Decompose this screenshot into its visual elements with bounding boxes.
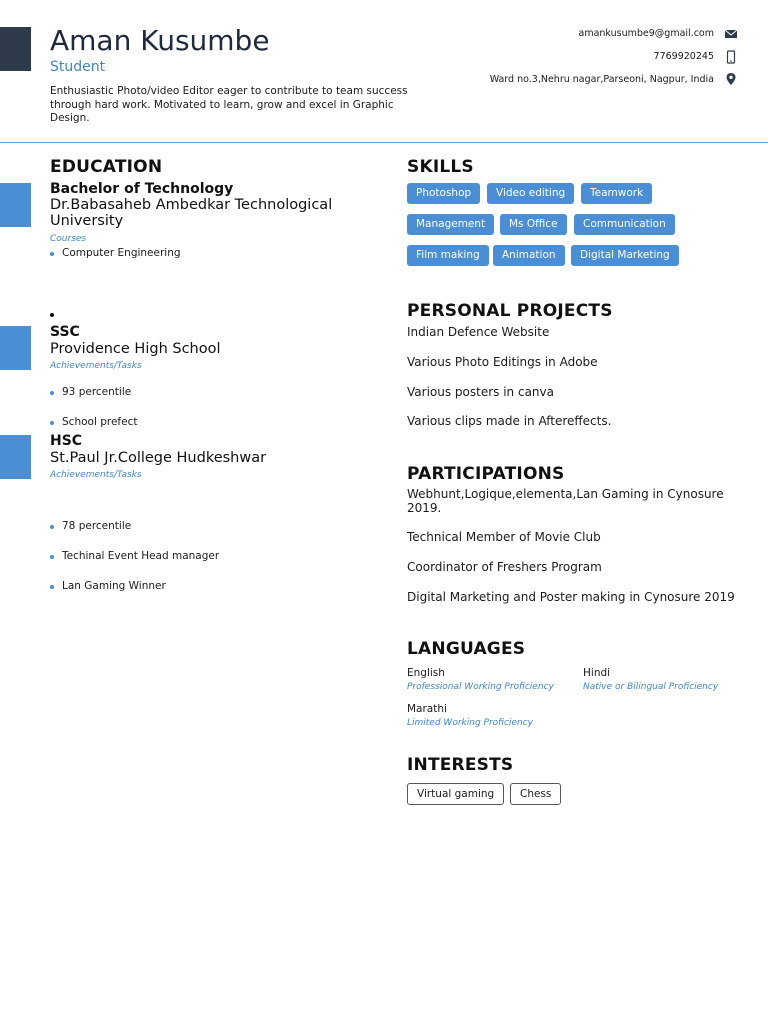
education-marker (0, 435, 31, 479)
education-degree: SSC (50, 324, 80, 340)
project-item: Various Photo Editings in Adobe (407, 355, 598, 369)
skill-tag: Video editing (487, 183, 574, 204)
location-pin-icon (724, 72, 738, 86)
interest-tag: Chess (510, 783, 561, 805)
envelope-icon (724, 27, 738, 41)
education-degree: HSC (50, 433, 83, 449)
education-school: St.Paul Jr.College Hudkeshwar (50, 450, 267, 466)
participation-item: Technical Member of Movie Club (407, 530, 601, 544)
header-dark-block (0, 27, 31, 71)
participation-item: Digital Marketing and Poster making in Cynosure 2019 (407, 590, 735, 604)
contact-email[interactable]: amankusumbe9@gmail.com (578, 28, 714, 39)
project-item: Indian Defence Website (407, 325, 550, 339)
participation-item: Coordinator of Freshers Program (407, 560, 602, 574)
skill-tag: Animation (493, 245, 565, 266)
skills-title: SKILLS (407, 157, 474, 177)
interests-title: INTERESTS (407, 755, 514, 775)
interest-tag: Virtual gaming (407, 783, 504, 805)
language-level: Native or Bilingual Proficiency (583, 682, 719, 692)
stray-dot-mark (50, 313, 54, 317)
education-sub-label: Achievements/Tasks (50, 470, 142, 480)
education-marker (0, 326, 31, 370)
education-degree: Bachelor of Technology (50, 181, 234, 197)
candidate-role: Student (50, 59, 106, 75)
contact-address: Ward no.3,Nehru nagar,Parseoni, Nagpur, India (489, 74, 714, 85)
skill-tag: Teamwork (581, 183, 652, 204)
participation-item: Webhunt,Logique,elementa,Lan Gaming in Cynosure 2019. (407, 487, 724, 515)
education-item: 93 percentile (50, 386, 768, 398)
projects-title: PERSONAL PROJECTS (407, 301, 613, 321)
language-name: Hindi (583, 667, 611, 679)
education-school: Dr.Babasaheb Ambedkar Technological University (50, 197, 333, 229)
education-item: Techinal Event Head manager (50, 550, 768, 562)
contact-phone[interactable]: 7769920245 (653, 51, 714, 62)
project-item: Various clips made in Aftereffects. (407, 414, 612, 428)
language-level: Professional Working Proficiency (407, 682, 554, 692)
skill-tag: Ms Office (500, 214, 567, 235)
education-marker (0, 183, 31, 227)
language-level: Limited Working Proficiency (407, 718, 533, 728)
languages-title: LANGUAGES (407, 639, 526, 659)
education-item: Lan Gaming Winner (50, 580, 768, 592)
skill-tag: Management (407, 214, 494, 235)
education-title: EDUCATION (50, 157, 163, 177)
skill-tag: Film making (407, 245, 489, 266)
skill-tag: Digital Marketing (571, 245, 679, 266)
education-item: School prefect (50, 416, 768, 428)
profile-summary: Enthusiastic Photo/video Editor eager to contribute to team success through hard work. Motivated to learn, grow and excel in Graphic Design. (50, 85, 408, 124)
language-name: Marathi (407, 703, 447, 715)
mobile-phone-icon (724, 50, 738, 64)
skill-tag: Communication (574, 214, 675, 235)
skill-tag: Photoshop (407, 183, 480, 204)
project-item: Various posters in canva (407, 385, 554, 399)
education-sub-label: Courses (50, 234, 87, 244)
education-item: Computer Engineering (50, 247, 768, 259)
education-school: Providence High School (50, 341, 221, 357)
candidate-name: Aman Kusumbe (50, 24, 270, 57)
header-divider (0, 142, 768, 143)
education-sub-label: Achievements/Tasks (50, 361, 142, 371)
education-item: 78 percentile (50, 520, 768, 532)
participations-title: PARTICIPATIONS (407, 464, 565, 484)
language-name: English (407, 667, 445, 679)
